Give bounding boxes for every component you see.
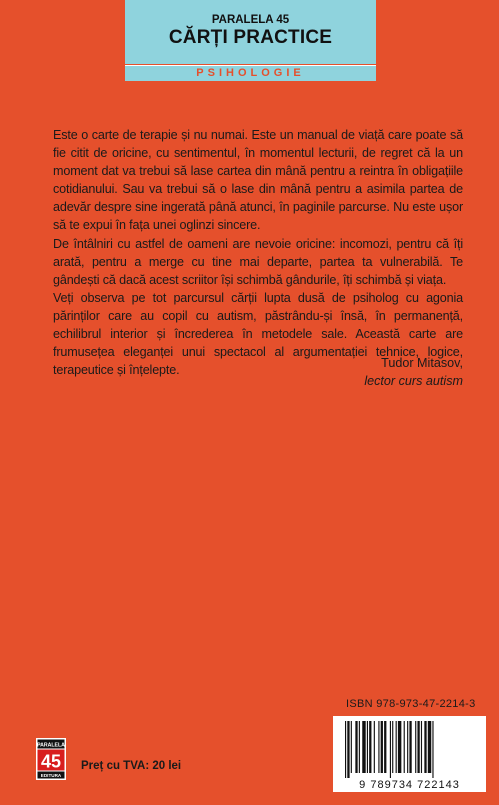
barcode-bar [374,721,375,773]
barcode-bar [367,721,368,773]
barcode-bar [432,721,433,778]
collection-title: CĂRȚI PRACTICE [168,27,333,48]
blurb-paragraph-1: Este o carte de terapie și nu numai. Este un manual de viață care poate să fie citit de oricine, cu sentimentul, în momentul lecturii, de regret că la un moment dat va trebui să lase cartea din mână pentru a reintra în obligațiile cotidianului. Sau va trebui să o lase din mână pentru a asimila partea de adevăr despre sine ingerată până atunci, în paginile parcurse. Nu este ușor să te expui în fața unei oglinzi sincere. [53,128,463,233]
barcode-bar [355,721,357,773]
price-label: Preț cu TVA: 20 lei [81,760,182,772]
category-label: PSIHOLOGIE [125,65,376,81]
barcode-bar [396,721,397,773]
barcode-bar [351,721,352,773]
publisher-series: PARALELA 45 [211,14,290,26]
barcode-bar [424,721,426,773]
logo-text-bottom: EDITURA [40,773,62,779]
barcode-bar [417,721,419,773]
barcode-bar [378,721,379,773]
collection-header [125,0,376,64]
barcode-digits: 9 789734 722143 [333,778,486,792]
logo-text-top: PARALELA [37,742,65,749]
logo-number: 45 [40,751,62,772]
barcode-bar [392,721,393,773]
barcode-bar [345,721,346,778]
barcode-bar [362,721,365,773]
barcode-bar [398,721,401,773]
barcode-bar [428,721,431,773]
barcode-bar [407,721,408,773]
barcode-bar [421,721,422,773]
blurb-paragraph-2: De întâlniri cu astfel de oameni are nevoie oricine: incomozi, pentru că îți arată, pentru a merge cu tine mai departe, partea ta vulnerabilă. Te gândești că dacă acest scriitor își schimbă gândurile, îți schimbă și viața. [53,236,463,287]
barcode-bar [384,721,386,773]
barcode-bar [415,721,416,773]
signature-role: lector curs autism [364,374,463,388]
barcode-bar [359,721,360,773]
barcode-bar [390,721,391,778]
blurb-paragraph-3: Veți observa pe tot parcursul cărții lupta dusă de psiholog cu agonia părinților care au copil cu autism, păstrându-și însă, în permanență, echilibrul interior și încrederea în metodele sale. Această carte are frumusețea eleganței unui spectacol al argumentației tehnice, logice, terapeutice și înțelepte. [53,290,463,378]
publisher-logo [36,738,66,780]
signature-name: Tudor Mitasov, [381,356,463,370]
back-cover-blurb [53,126,463,379]
barcode-bar [409,721,411,773]
barcode-bar [369,721,371,773]
barcode-bar [347,721,349,778]
signature [364,354,463,390]
isbn-text: ISBN 978-973-47-2214-3 [346,698,476,710]
barcode-bars [333,716,486,778]
barcode-bar [381,721,383,773]
barcode-bar [404,721,405,773]
